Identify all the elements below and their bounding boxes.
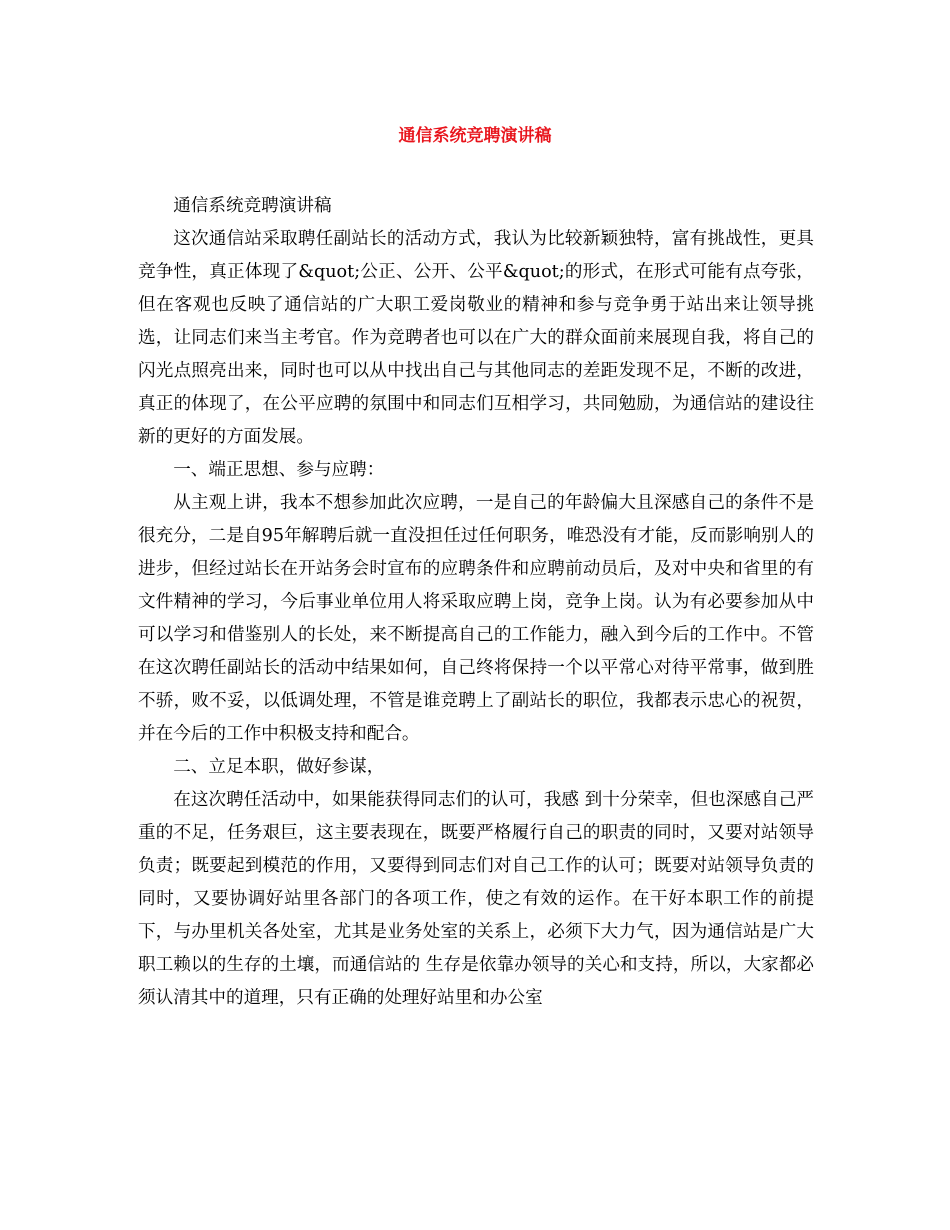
paragraph-heading: 通信系统竞聘演讲稿 [173, 196, 332, 216]
paragraph-section-2: 在这次聘任活动中，如果能获得同志们的认可，我感 到十分荣幸，但也深感自己严重的不足，任务艰巨，这主要表现在，既要严格履行自己的职责的同时，又要对站领导负责；既要起到模范的作用，又要得到同志们对自己工作的认可；既要对站领导负责的同时，又要协调好站里各部门的各项工作，使之有效的运作。在干好本职工作的前提下，与办里机关各处室，尤其是业务处室的关系上，必须下大力气，因为通信站是广大职工赖以的生存的土壤，而通信站的 生存是依靠办领导的关心和支持，所以，大家都必须认清其中的道理，只有正确的处理好站里和办公室 [138, 790, 814, 1008]
document-body [138, 190, 814, 1015]
paragraph-intro: 这次通信站采取聘任副站长的活动方式，我认为比较新颖独特，富有挑战性，更具竞争性，真正体现了&quot;公正、公开、公平&quot;的形式，在形式可能有点夸张，但在客观也反映了通信站的广大职工爱岗敬业的精神和参与竞争勇于站出来让领导挑选，让同志们来当主考官。作为竞聘者也可以在广大的群众面前来展现自我，将自己的闪光点照亮出来，同时也可以从中找出自己与其他同志的差距发现不足，不断的改进，真正的体现了，在公平应聘的氛围中和同志们互相学习，共同勉励，为通信站的建设往新的更好的方面发展。 [138, 229, 814, 447]
section-heading-1: 一、端正思想、参与应聘： [173, 460, 385, 480]
section-heading-2: 二、立足本职，做好参谋， [173, 757, 385, 777]
paragraph-section-1: 从主观上讲，我本不想参加此次应聘，一是自己的年龄偏大且深感自己的条件不是很充分，二是自95年解聘后就一直没担任过任何职务，唯恐没有才能，反而影响别人的进步，但经过站长在开站务会时宣布的应聘条件和应聘前动员后，及对中央和省里的有文件精神的学习，今后事业单位用人将采取应聘上岗，竞争上岗。认为有必要参加从中可以学习和借鉴别人的长处，来不断提高自己的工作能力，融入到今后的工作中。不管在这次聘任副站长的活动中结果如何，自己终将保持一个以平常心对待平常事，做到胜不骄，败不妥，以低调处理，不管是谁竞聘上了副站长的职位，我都表示忠心的祝贺，并在今后的工作中积极支持和配合。 [138, 493, 814, 744]
document-title: 通信系统竞聘演讲稿 [398, 126, 552, 146]
